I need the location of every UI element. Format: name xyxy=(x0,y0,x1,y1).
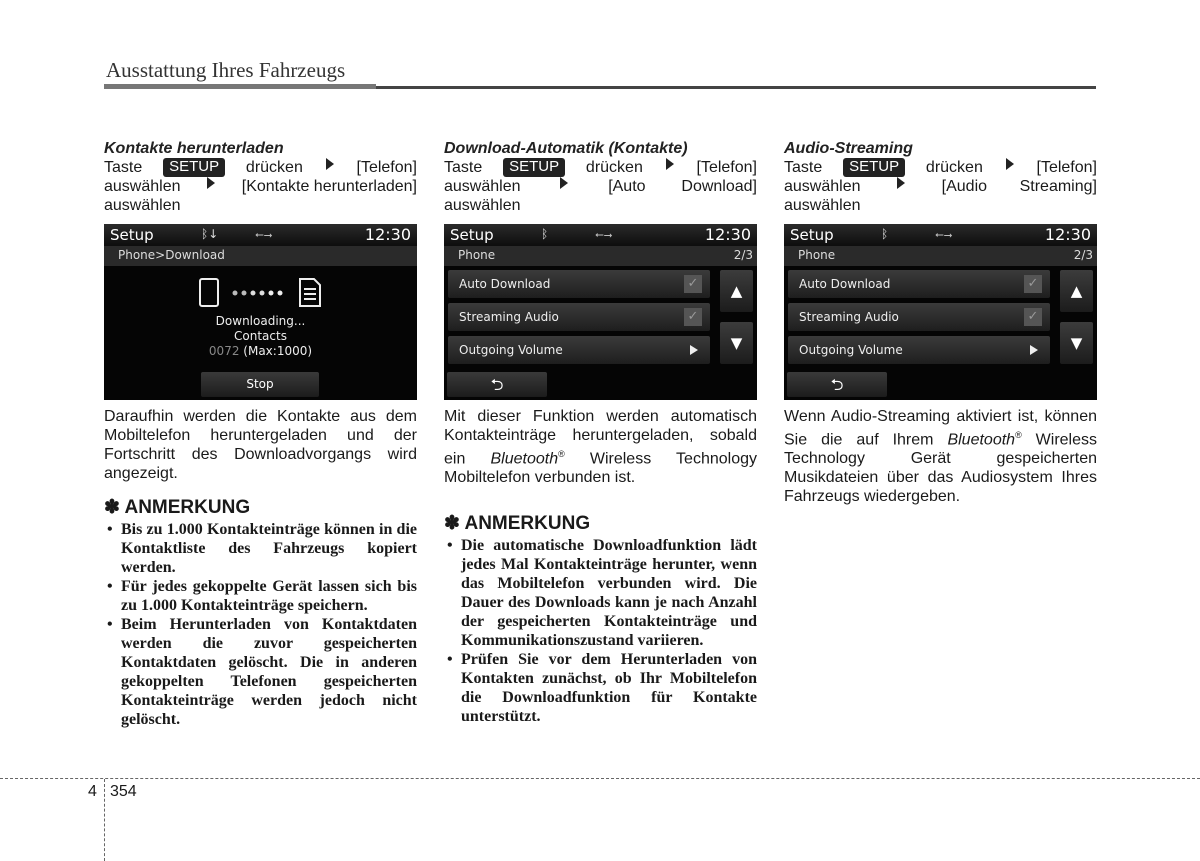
para-text: Mit dieser Funktion werden automatisch Kontakteinträge heruntergeladen, sobald ein xyxy=(444,408,757,468)
note-item: • Beim Herunterladen von Kontaktdaten werden die zuvor gespeicherten Kontaktdaten gelöscht. Die in anderen gekoppelten Telefonen gespeicherten Kontakteinträge werden jedoch nicht gelöscht. xyxy=(104,615,417,729)
screen-breadcrumb xyxy=(444,246,757,266)
menu-item-streaming-audio[interactable] xyxy=(788,303,1050,331)
instr-word: [Auto xyxy=(608,178,646,195)
setup-key-badge: SETUP xyxy=(843,158,905,177)
scroll-up-button[interactable]: ▲ xyxy=(720,270,753,312)
play-arrow-icon xyxy=(690,345,698,355)
checkbox-checked-icon[interactable]: ✓ xyxy=(684,275,702,293)
description-paragraph xyxy=(444,407,757,487)
screen-status-bar xyxy=(104,224,417,246)
scroll-up-button[interactable]: ▲ xyxy=(1060,270,1093,312)
menu-item-outgoing-volume[interactable] xyxy=(448,336,710,364)
instr-word: auswählen xyxy=(104,197,181,214)
menu-item-streaming-audio[interactable] xyxy=(448,303,710,331)
menu-item-auto-download[interactable] xyxy=(448,270,710,298)
back-button[interactable]: ⮌ xyxy=(787,372,887,397)
instr-word: Streaming] xyxy=(1019,178,1097,195)
bluetooth-term: Bluetooth xyxy=(947,431,1016,449)
download-count: 0072 xyxy=(208,344,240,358)
instr-word: Taste xyxy=(784,159,823,176)
screen-title: Setup xyxy=(790,226,834,244)
instr-word: auswählen xyxy=(784,178,861,195)
download-type: Contacts xyxy=(234,329,287,343)
menu-item-label: Outgoing Volume xyxy=(459,343,563,357)
screen-breadcrumb xyxy=(104,246,417,266)
instr-word: Taste xyxy=(444,159,483,176)
instr-word: auswählen xyxy=(784,197,861,214)
breadcrumb-text: Phone xyxy=(798,248,836,262)
screen-phone-settings xyxy=(784,224,1097,400)
arrow-right-icon xyxy=(207,177,215,189)
checkbox-checked-icon[interactable]: ✓ xyxy=(684,308,702,326)
play-arrow-icon xyxy=(1030,345,1038,355)
bluetooth-term: Bluetooth xyxy=(490,450,559,468)
screen-breadcrumb xyxy=(784,246,1097,266)
instr-word: drücken xyxy=(245,159,303,176)
menu-item-auto-download[interactable] xyxy=(788,270,1050,298)
description-paragraph: Daraufhin werden die Kontakte aus dem Mobiltelefon heruntergeladen und der Fortschritt des Downloadvorgangs wird angezeigt. xyxy=(104,408,417,482)
download-progress xyxy=(104,344,417,359)
note-title: ✽ ANMERKUNG xyxy=(444,513,591,535)
screen-download xyxy=(104,224,417,400)
screen-time: 12:30 xyxy=(704,225,751,244)
registered-mark: ® xyxy=(558,449,565,459)
menu-item-label: Outgoing Volume xyxy=(799,343,903,357)
menu-item-outgoing-volume[interactable] xyxy=(788,336,1050,364)
menu-item-label: Auto Download xyxy=(799,277,891,291)
description-paragraph xyxy=(784,407,1097,506)
column-audio-streaming xyxy=(784,139,1097,506)
instr-word: drücken xyxy=(585,159,643,176)
screen-status-bar xyxy=(444,224,757,246)
usb-icon: ⭠⭢ xyxy=(255,228,273,241)
note-item: • Die automatische Downloadfunktion lädt jedes Mal Kontakteinträge herunter, wenn das Mobiltelefon verbunden wird. Die Dauer des Downloads kann je nach Anzahl der gespeicherten Kontakteinträge und Kommunikationszustand variieren. xyxy=(444,536,757,650)
bluetooth-icon: ᛒ↓ xyxy=(201,227,219,241)
breadcrumb-text: Phone xyxy=(458,248,496,262)
instruction-text xyxy=(784,158,1097,215)
note-item: • Prüfen Sie vor dem Herunterladen von Kontakten zunächst, ob Ihr Mobiltelefon die Downloadfunktion für Kontakte unterstützt. xyxy=(444,650,757,726)
stop-button[interactable]: Stop xyxy=(201,372,319,397)
note-item: • Bis zu 1.000 Kontakteinträge können in die Kontaktliste des Fahrzeugs kopiert werden. xyxy=(104,520,417,577)
setup-key-badge: SETUP xyxy=(163,158,225,177)
note-title: ✽ ANMERKUNG xyxy=(104,497,251,518)
arrow-right-icon xyxy=(897,177,905,189)
breadcrumb-text: Phone>Download xyxy=(118,248,225,262)
usb-icon: ⭠⭢ xyxy=(935,228,953,241)
instr-word: [Telefon] xyxy=(356,159,417,176)
instruction-text xyxy=(104,158,417,215)
page-indicator: 2/3 xyxy=(733,248,753,262)
instr-word: [Telefon] xyxy=(696,159,757,176)
para-text: Wireless Technology Mobiltelefon verbunden ist. xyxy=(444,450,757,487)
page-number: 354 xyxy=(110,783,137,800)
para-text: Wireless Technology Gerät gespeicherten Musikdateien über das Audiosystem Ihres Fahrzeugs wiedergeben. xyxy=(784,431,1097,506)
phone-to-list-icon xyxy=(198,277,322,309)
download-status: Downloading... xyxy=(215,314,306,328)
screen-time: 12:30 xyxy=(1044,225,1091,244)
instr-word: [Audio xyxy=(941,178,988,195)
instruction-text xyxy=(444,158,757,215)
note-item: • Für jedes gekoppelte Gerät lassen sich bis zu 1.000 Kontakteinträge speichern. xyxy=(104,577,417,615)
instr-word: auswählen xyxy=(104,178,181,195)
setup-key-badge: SETUP xyxy=(503,158,565,177)
instr-word: [Telefon] xyxy=(1036,159,1097,176)
footer-divider xyxy=(104,779,105,861)
screen-phone-settings xyxy=(444,224,757,400)
page-indicator: 2/3 xyxy=(1073,248,1093,262)
instr-word: auswählen xyxy=(444,178,521,195)
instr-word: Download] xyxy=(681,178,757,195)
instr-word: drücken xyxy=(925,159,983,176)
header-rule-accent xyxy=(104,84,376,89)
chapter-number: 4 xyxy=(88,783,97,800)
usb-icon: ⭠⭢ xyxy=(595,228,613,241)
instr-word: [Kontakte herunterladen] xyxy=(241,178,417,195)
section-title: Audio-Streaming xyxy=(784,140,913,157)
bluetooth-icon: ᛒ xyxy=(881,227,889,241)
menu-item-label: Streaming Audio xyxy=(459,310,559,324)
header-title: Ausstattung Ihres Fahrzeugs xyxy=(106,58,346,82)
arrow-right-icon xyxy=(1006,158,1014,170)
screen-time: 12:30 xyxy=(364,225,411,244)
note-list xyxy=(104,520,417,729)
back-button[interactable]: ⮌ xyxy=(447,372,547,397)
note-list xyxy=(444,536,757,726)
scroll-down-button[interactable]: ▼ xyxy=(720,322,753,364)
screen-title: Setup xyxy=(450,226,494,244)
instr-word: auswählen xyxy=(444,197,521,214)
arrow-right-icon xyxy=(326,158,334,170)
screen-status-bar xyxy=(784,224,1097,246)
para-text: Wenn Audio-Streaming aktiviert ist, können Sie die auf Ihrem xyxy=(784,408,1097,449)
footer-rule xyxy=(0,778,1200,779)
checkbox-checked-icon[interactable]: ✓ xyxy=(1024,308,1042,326)
checkbox-checked-icon[interactable]: ✓ xyxy=(1024,275,1042,293)
download-max: (Max:1000) xyxy=(243,344,313,358)
column-download-automatik xyxy=(444,139,757,726)
arrow-right-icon xyxy=(666,158,674,170)
column-kontakte-herunterladen xyxy=(104,139,417,729)
bluetooth-icon: ᛒ xyxy=(541,227,549,241)
section-title: Download-Automatik (Kontakte) xyxy=(444,140,688,157)
menu-item-label: Streaming Audio xyxy=(799,310,899,324)
arrow-right-icon xyxy=(560,177,568,189)
registered-mark: ® xyxy=(1015,430,1022,440)
menu-item-label: Auto Download xyxy=(459,277,551,291)
instr-word: Taste xyxy=(104,159,143,176)
scroll-down-button[interactable]: ▼ xyxy=(1060,322,1093,364)
screen-title: Setup xyxy=(110,226,154,244)
section-title: Kontakte herunterladen xyxy=(104,140,284,157)
